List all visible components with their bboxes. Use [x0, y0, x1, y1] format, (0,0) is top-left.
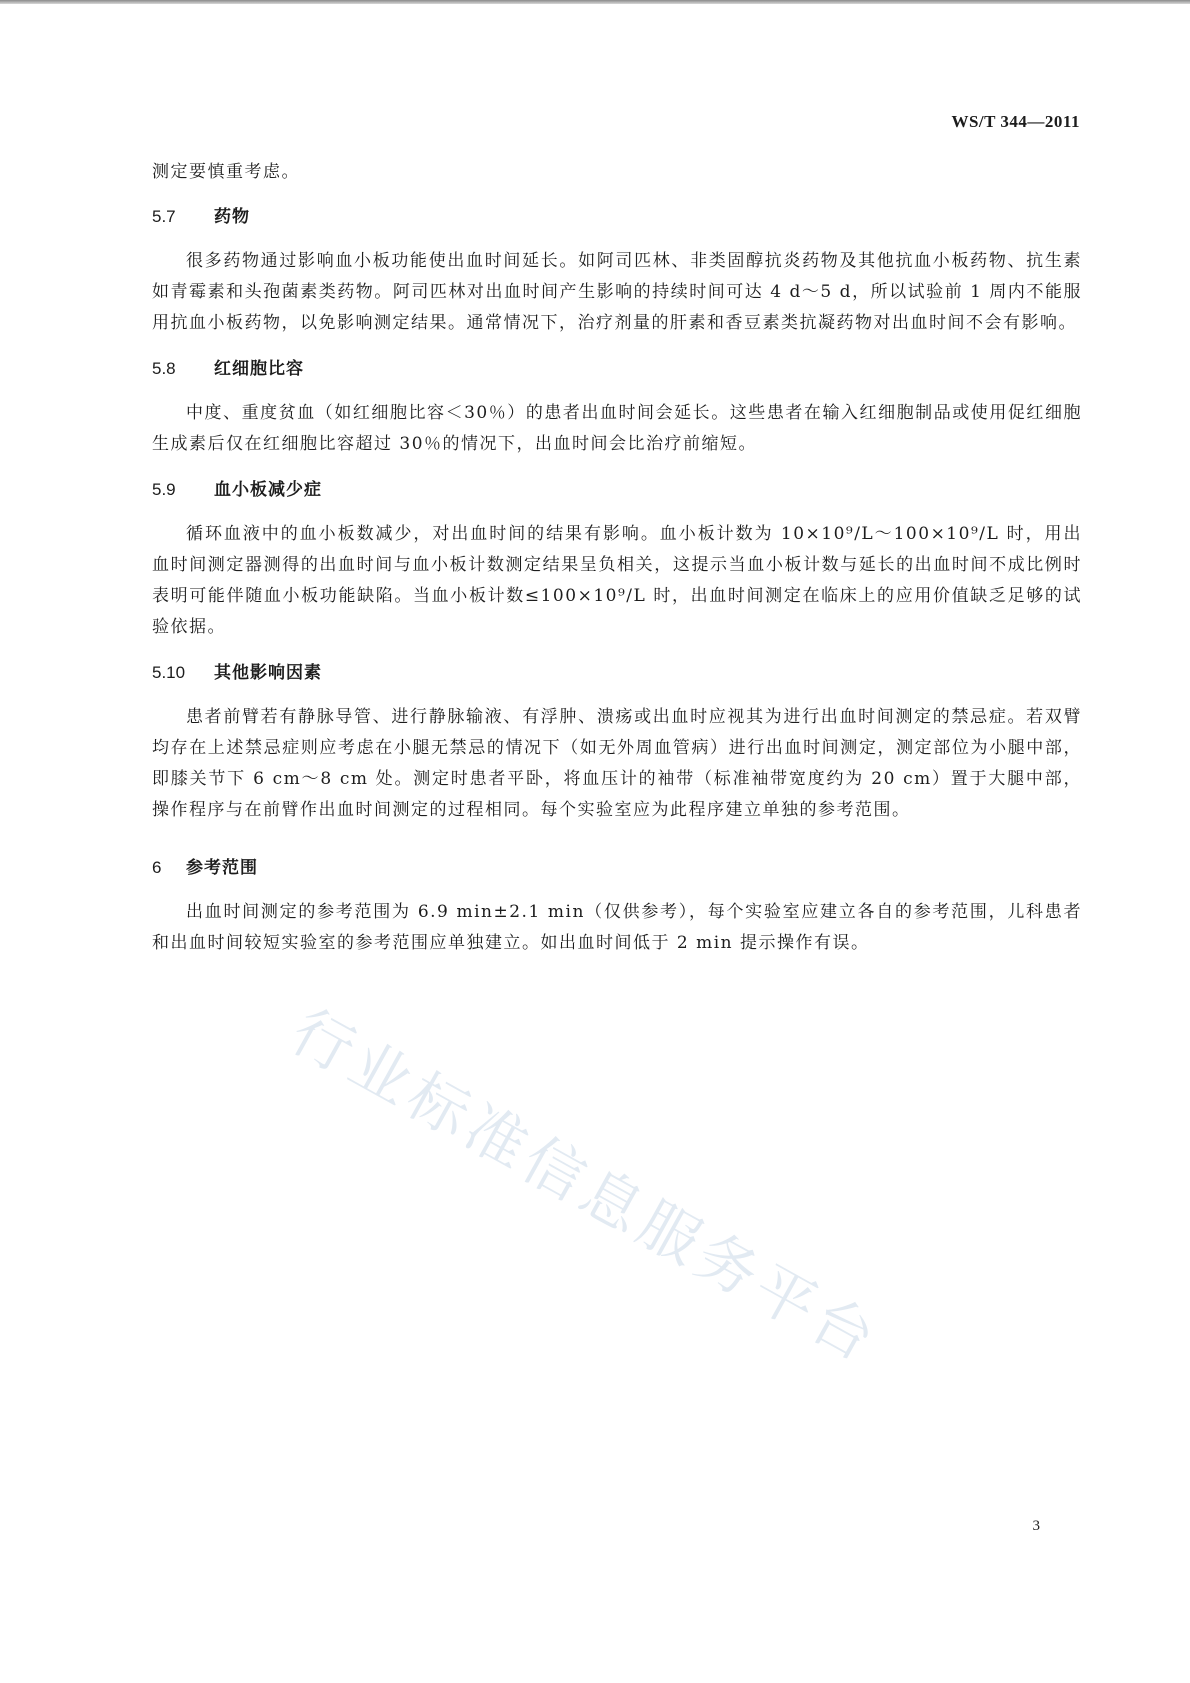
section-number: 6 [152, 858, 162, 877]
section-paragraph: 中度、重度贫血（如红细胞比容＜30％）的患者出血时间会延长。这些患者在输入红细胞制品或使用促红细胞生成素后仅在红细胞比容超过 30％的情况下，出血时间会比治疗前缩短。 [152, 403, 1082, 454]
section-5-7 [152, 201, 1082, 339]
standard-code-header: WS/T 344—2011 [951, 112, 1080, 131]
section-paragraph: 患者前臂若有静脉导管、进行静脉输液、有浮肿、溃疡或出血时应视其为进行出血时间测定的禁忌症。若双臂均存在上述禁忌症则应考虑在小腿无禁忌的情况下（如无外周血管病）进行出血时间测定，测定部位为小腿中部，即膝关节下 6 cm～8 cm 处。测定时患者平卧，将血压计的袖带（标准袖带宽度约为 20 cm）置于大腿中部，操作程序与在前臂作出血时间测定的过程相同。每个实验室应为此程序建立单独的参考范围。 [152, 707, 1082, 820]
section-title: 参考范围 [186, 858, 258, 878]
section-6 [152, 852, 1082, 959]
section-heading [152, 657, 1082, 689]
top-scan-edge [0, 0, 1190, 4]
section-number: 5.7 [152, 207, 176, 226]
section-paragraph: 循环血液中的血小板数减少，对出血时间的结果有影响。血小板计数为 10×10⁹/L～100×10⁹/L 时，用出血时间测定器测得的出血时间与血小板计数测定结果呈负相关，这提示当血小板计数与延长的出血时间不成比例时表明可能伴随血小板功能缺陷。当血小板计数≤100×10⁹/L 时，出血时间测定在临床上的应用价值缺乏足够的试验依据。 [152, 524, 1082, 637]
section-heading [152, 353, 1082, 385]
section-heading [152, 201, 1082, 233]
section-title: 药物 [214, 207, 250, 227]
page-number: 3 [1032, 1518, 1040, 1534]
watermark-stamp: 行业标准信息服务平台 [279, 996, 891, 1378]
section-heading [152, 474, 1082, 506]
continuation-text: 测定要慎重考虑。 [152, 162, 300, 182]
section-number: 5.8 [152, 359, 176, 378]
section-title: 血小板减少症 [214, 480, 322, 500]
section-5-9 [152, 474, 1082, 643]
section-number: 5.10 [152, 663, 186, 682]
section-5-10 [152, 657, 1082, 826]
section-heading [152, 852, 1082, 884]
section-title: 红细胞比容 [214, 359, 304, 379]
document-body [152, 157, 1082, 973]
section-title: 其他影响因素 [214, 663, 322, 683]
section-5-8 [152, 353, 1082, 460]
section-number: 5.9 [152, 480, 176, 499]
section-paragraph: 出血时间测定的参考范围为 6.9 min±2.1 min（仅供参考），每个实验室应建立各自的参考范围，儿科患者和出血时间较短实验室的参考范围应单独建立。如出血时间低于 2 min 提示操作有误。 [152, 902, 1082, 953]
section-paragraph: 很多药物通过影响血小板功能使出血时间延长。如阿司匹林、非类固醇抗炎药物及其他抗血小板药物、抗生素如青霉素和头孢菌素类药物。阿司匹林对出血时间产生影响的持续时间可达 4 d～5 d，所以试验前 1 周内不能服用抗血小板药物，以免影响测定结果。通常情况下，治疗剂量的肝素和香豆素类抗凝药物对出血时间不会有影响。 [152, 251, 1082, 333]
